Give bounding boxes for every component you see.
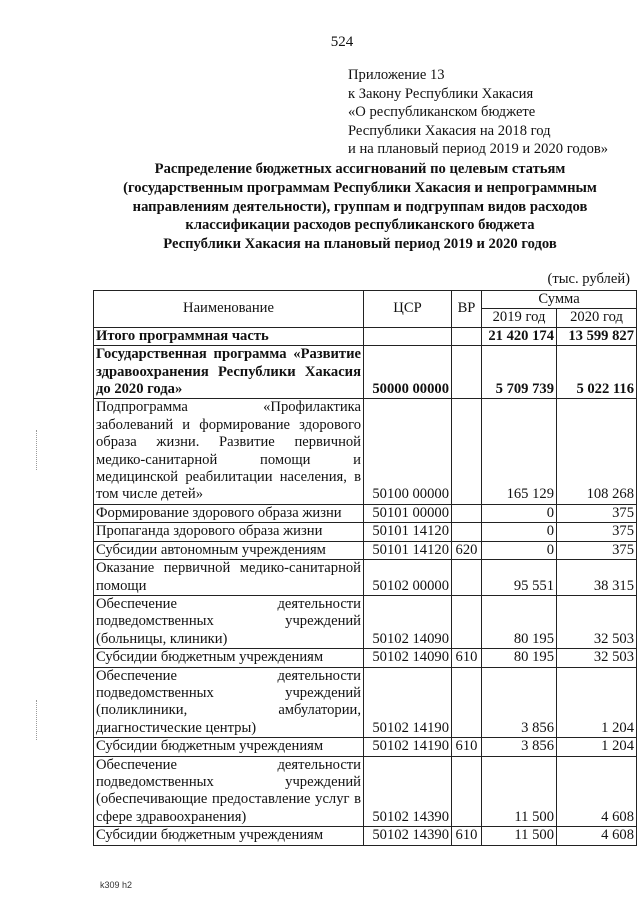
table-row: [94, 756, 637, 827]
scan-artifact: [36, 430, 38, 470]
row-vr-cell: [452, 504, 482, 522]
row-name-cell: Обеспечение деятельности подведомственных учреждений (больницы, клиники): [94, 595, 364, 648]
header-vr: ВР: [452, 291, 482, 328]
row-vr-cell: [452, 346, 482, 399]
row-2020-cell: 4 608: [557, 827, 637, 845]
row-csr-cell: 50102 14090: [364, 649, 452, 667]
row-2020-cell: 375: [557, 541, 637, 559]
row-2020-cell: 375: [557, 523, 637, 541]
row-name-cell: Субсидии бюджетным учреждениям: [94, 827, 364, 845]
appendix-reference: [348, 66, 638, 159]
title-line: направлениям деятельности), группам и подгруппам видов расходов: [132, 198, 588, 215]
row-name-cell: Итого программная часть: [94, 327, 364, 345]
page-number: 524: [330, 34, 354, 50]
row-csr-cell: 50102 14390: [364, 756, 452, 827]
row-csr-cell: 50102 14190: [364, 738, 452, 756]
appendix-line: к Закону Республики Хакасия: [348, 85, 534, 102]
row-2019-cell: 80 195: [482, 595, 557, 648]
table-row: [94, 738, 637, 756]
row-csr-cell: 50102 14090: [364, 595, 452, 648]
table-row: [94, 327, 637, 345]
row-csr-cell: [364, 327, 452, 345]
appendix-line: Республики Хакасия на 2018 год: [348, 122, 551, 139]
appendix-line: Приложение 13: [348, 67, 445, 83]
row-2020-cell: 32 503: [557, 649, 637, 667]
row-2019-cell: 165 129: [482, 399, 557, 504]
row-2020-cell: 5 022 116: [557, 346, 637, 399]
row-name-cell: Формирование здорового образа жизни: [94, 504, 364, 522]
budget-table: [93, 290, 637, 846]
header-name: Наименование: [94, 291, 364, 328]
row-vr-cell: [452, 595, 482, 648]
row-2019-cell: 0: [482, 541, 557, 559]
row-2020-cell: 108 268: [557, 399, 637, 504]
header-csr: ЦСР: [364, 291, 452, 328]
row-2019-cell: 80 195: [482, 649, 557, 667]
row-name-cell: Подпрограмма «Профилактика заболеваний и формирование здорового образа жизни. Развитие первичной медико-санитарной помощи и медицинской реабилитации населения, в том числе детей»: [94, 399, 364, 504]
table-row: [94, 346, 637, 399]
row-2020-cell: 4 608: [557, 756, 637, 827]
row-csr-cell: 50102 14190: [364, 667, 452, 738]
units-label: (тыс. рублей): [547, 271, 630, 287]
row-name-cell: Пропаганда здорового образа жизни: [94, 523, 364, 541]
row-2020-cell: 1 204: [557, 667, 637, 738]
row-vr-cell: 610: [452, 649, 482, 667]
row-csr-cell: 50102 00000: [364, 560, 452, 596]
title-line: классификации расходов республиканского бюджета: [185, 217, 535, 234]
title-line: Распределение бюджетных ассигнований по целевым статьям: [154, 161, 566, 177]
row-name-cell: Государственная программа «Развитие здравоохранения Республики Хакасия до 2020 года»: [94, 346, 364, 399]
header-year-2019: 2019 год: [482, 309, 557, 327]
row-vr-cell: [452, 399, 482, 504]
row-name-cell: Оказание первичной медико-санитарной помощи: [94, 560, 364, 596]
row-2019-cell: 0: [482, 504, 557, 522]
table-row: [94, 595, 637, 648]
table-row: [94, 560, 637, 596]
row-vr-cell: [452, 667, 482, 738]
table-row: [94, 523, 637, 541]
document-title: [95, 160, 625, 254]
row-vr-cell: [452, 523, 482, 541]
row-csr-cell: 50102 14390: [364, 827, 452, 845]
row-vr-cell: [452, 756, 482, 827]
row-name-cell: Субсидии бюджетным учреждениям: [94, 738, 364, 756]
row-csr-cell: 50101 14120: [364, 541, 452, 559]
table-row: [94, 399, 637, 504]
row-2019-cell: 0: [482, 523, 557, 541]
table-row: [94, 667, 637, 738]
row-2019-cell: 3 856: [482, 738, 557, 756]
row-2020-cell: 38 315: [557, 560, 637, 596]
row-2020-cell: 32 503: [557, 595, 637, 648]
row-2019-cell: 95 551: [482, 560, 557, 596]
row-csr-cell: 50101 14120: [364, 523, 452, 541]
budget-rows: [94, 327, 637, 845]
table-row: [94, 827, 637, 845]
header-sum: Сумма: [482, 291, 637, 309]
appendix-line: «О республиканском бюджете: [348, 104, 536, 121]
row-2019-cell: 5 709 739: [482, 346, 557, 399]
row-name-cell: Обеспечение деятельности подведомственных учреждений (обеспечивающие предоставление услуг в сфере здравоохранения): [94, 756, 364, 827]
document-stamp: k309 h2: [100, 880, 133, 890]
table-row: [94, 504, 637, 522]
row-2020-cell: 375: [557, 504, 637, 522]
row-vr-cell: [452, 560, 482, 596]
table-row: [94, 649, 637, 667]
header-year-2020: 2020 год: [557, 309, 637, 327]
row-2020-cell: 1 204: [557, 738, 637, 756]
row-csr-cell: 50000 00000: [364, 346, 452, 399]
row-2019-cell: 3 856: [482, 667, 557, 738]
appendix-line: и на плановый период 2019 и 2020 годов»: [348, 141, 609, 158]
title-line: Республики Хакасия на плановый период 2019 и 2020 годов: [163, 236, 557, 253]
row-vr-cell: [452, 327, 482, 345]
row-csr-cell: 50100 00000: [364, 399, 452, 504]
row-vr-cell: 610: [452, 738, 482, 756]
scan-artifact: [36, 700, 38, 740]
row-2019-cell: 21 420 174: [482, 327, 557, 345]
row-2019-cell: 11 500: [482, 827, 557, 845]
title-line: (государственным программам Республики Хакасия и непрограммным: [123, 179, 597, 196]
row-2019-cell: 11 500: [482, 756, 557, 827]
row-name-cell: Обеспечение деятельности подведомственных учреждений (поликлиники, амбулатории, диагностические центры): [94, 667, 364, 738]
row-name-cell: Субсидии бюджетным учреждениям: [94, 649, 364, 667]
row-name-cell: Субсидии автономным учреждениям: [94, 541, 364, 559]
row-vr-cell: 620: [452, 541, 482, 559]
row-csr-cell: 50101 00000: [364, 504, 452, 522]
row-2020-cell: 13 599 827: [557, 327, 637, 345]
row-vr-cell: 610: [452, 827, 482, 845]
table-row: [94, 541, 637, 559]
